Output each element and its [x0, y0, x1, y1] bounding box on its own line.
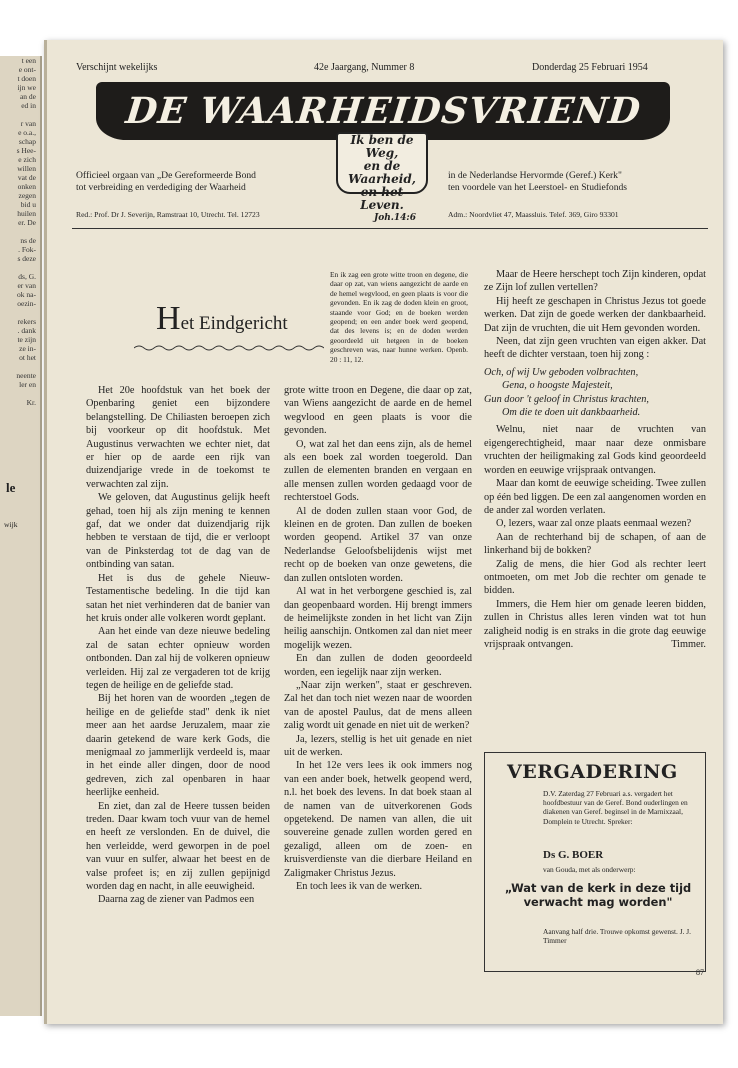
left-page-fragment: ed in [21, 101, 36, 110]
editor-address: Red.: Prof. Dr J. Severijn, Ramstraat 10, Utrecht. Tel. 12723 [76, 210, 260, 219]
left-page-fragment: er van [17, 281, 36, 290]
left-page-fragment: ler en [19, 380, 36, 389]
meeting-notice [484, 752, 706, 972]
col3-para: Neen, dat zijn geen vruchten van eigen akker. Dat heeft de dichter verstaan, toen hij zong : [484, 336, 706, 361]
bible-book-emblem [336, 132, 428, 223]
left-page-fragment: ze in- [19, 344, 36, 353]
left-page-fragment: an de [19, 92, 36, 101]
col2-para: Ja, lezers, stellig is het uit genade en niet uit de werken. [284, 733, 472, 758]
col3-para: O, lezers, waar zal onze plaats eenmaal wezen? [496, 518, 692, 530]
left-page-fragment: s Hee- [16, 146, 36, 155]
col2-para: „Naar zijn werken", staat er geschreven. Zal het dan toch niet wezen naar de woorden van de apostel Paulus, dat de mens alleen zalig wordt uit genade en niet uit de werken? [284, 679, 472, 732]
col2-para: En toch lees ik van de werken. [296, 881, 423, 893]
col2-para: grote witte troon en Degene, die daar op zat, van Wiens aangezicht de aarde en de hemel wegvlood en geen plaats is voor die gevonden. [284, 385, 472, 437]
notice-speaker-sub: van Gouda, met als onderwerp: [543, 865, 636, 874]
organ-left-line1: Officieel orgaan van „De Gereformeerde Bond [76, 170, 256, 181]
left-page-fragment: oezin- [17, 299, 36, 308]
volume-number: 42e Jaargang, Nummer 8 [314, 62, 415, 73]
left-page-fragment: huilen [17, 209, 36, 218]
left-page-fragment: r van [20, 119, 36, 128]
col1-para: Daarna zag de ziener van Padmos een [98, 894, 255, 906]
col3-para: Maar dan komt de eeuwige scheiding. Twee zullen op één bed liggen. De een zal aangenomen worden en de ander zal worden verlaten. [484, 478, 706, 516]
left-page-fragment: neente [16, 371, 36, 380]
notice-heading: VERGADERING [507, 761, 678, 783]
col2-para: Al wat in het verborgene geschied is, zal dan geopenbaard worden. Hij brengt immers de heimelijkste zonden in het licht van Zijn heilig aanschijn. Ontkomen zal dan niet meer mogelijk wezen. [284, 586, 472, 651]
left-page-fragment [0, 227, 38, 236]
header-rule [72, 228, 708, 229]
left-page-fragment: s deze [17, 254, 36, 263]
left-page-fragment: ds, G. [18, 272, 36, 281]
col1-para: Bij het horen van de woorden „tegen de heilige en de geliefde stad" denk ik niet meer aan het aardse Jeruzalem, maar zie daarin getekend de ware kerk Gods, die menigmaal zo jammerlijk verdeeld is, maar in het einde aller dingen, door de nood gedreven, zich zal openbaren in haar heerlijke eenheid. [86, 693, 270, 799]
left-page-strip [0, 56, 42, 1016]
left-page-fragment: bid u [20, 200, 36, 209]
organ-right-line2: ten voordele van het Leerstoel- en Studiefonds [448, 182, 628, 193]
poem [484, 366, 706, 420]
left-page-fragment [0, 308, 38, 317]
left-page-fragment: . Fok- [18, 245, 36, 254]
left-page-fragment: ot het [19, 353, 36, 362]
poem-line: Gena, o hoogste Majesteit, [502, 380, 613, 392]
col1-para: Het is dus de gehele Nieuw-Testamentische bedeling. In die tijd kan satan het niet verhinderen dat de banier van het kruis onder alle volkeren wordt geplant. [86, 572, 270, 624]
col3-para: Immers, die Hem hier om genade leeren bidden, zullen in Christus alles leren vinden wat tot hun zaligheid nodig is en straks in die grote dag eeuwige vrijspraak ontvangen. [484, 598, 706, 650]
left-page-fragment: te zijn [17, 335, 36, 344]
organ-right [448, 170, 708, 194]
col1-para: Het 20e hoofdstuk van het boek der Openbaring geniet een bijzondere belangstelling. De Chiliasten beroepen zich bij voorkeur op dit hoofdstuk. Met Augustinus verwachten we echter niet, dat er hier op de aarde een rijk van duizendjarige vrede in de toekomst te verwachten zal zijn. [86, 385, 270, 490]
col3-para: Aan de rechterhand bij de schapen, of aan de linkerhand bij de bokken? [484, 531, 706, 557]
left-page-fragment: vat de [17, 173, 36, 182]
book-line-1: Ik ben de Weg, [350, 133, 414, 160]
left-page-fragment: ns de [20, 236, 36, 245]
col2-para: In het 12e vers lees ik ook immers nog van een ander boek, hetwelk geopend werd, n.l. het boek des levens. In dat boek staan al de namen van de uitverkorenen Gods opgetekend. De namen van allen, die uit souvereine genade zullen worden gered en gezaligd, alleen om de zoen- en kruisverdienste van die dierbare Heiland en Zaligmaker Christus Jezus. [284, 760, 472, 879]
left-page-fragment: willen [17, 164, 36, 173]
left-page-fragment [0, 362, 38, 371]
column-2 [284, 384, 472, 893]
article-title [156, 300, 288, 338]
col2-para: O, wat zal het dan eens zijn, als de hemel als een boek zal worden toegerold. Dan zullen de elementen branden en vergaan en alle mensen zullen worden gedaagd voor de rechterstoel Gods. [284, 438, 472, 504]
col2-para: En dan zullen de doden geoordeeld worden, een iegelijk naar zijn werken. [284, 653, 472, 678]
book-line-2: en de Waarheid, [348, 159, 416, 186]
signature: Timmer. [671, 639, 706, 651]
col1-para: En ziet, dan zal de Heere tussen beiden treden. Daar kwam toch vuur van de hemel en heeft ze verslonden. En de duivel, die hen verleidde, werd geworpen in de poel van vuur en sulfer, alwaar het beest en de valse profeet is; en zij zullen gepijnigd worden dag en nacht, in alle eeuwigheid. [86, 800, 270, 893]
issue-date: Donderdag 25 Februari 1954 [532, 62, 648, 73]
left-page-fragment [0, 110, 38, 119]
col3-para: Zalig de mens, die hier God als rechter leert ontmoeten, om met Job die rechter om genade te bidden. [484, 558, 706, 597]
left-page-fragment: zegen [18, 191, 36, 200]
left-page-fragment: onken [17, 182, 36, 191]
left-page-fragments [0, 56, 40, 407]
organ-left [76, 170, 336, 194]
left-page-fragment [0, 263, 38, 272]
left-page-fragment: rekers [17, 317, 36, 326]
col3-para: Hij heeft ze geschapen in Christus Jezus tot goede werken. Dat zijn de goede werken der dankbaarheid. Dat zijn de vruchten, die uit Hem gevonden worden. [484, 295, 706, 334]
left-page-fragment: . dank [17, 326, 36, 335]
frequency: Verschijnt wekelijks [76, 62, 158, 73]
title-rest: et Eindgericht [180, 313, 288, 334]
book-line-3: en het Leven. [360, 185, 404, 212]
page-number: 87 [696, 968, 704, 977]
left-page-fragment: t doen [17, 74, 36, 83]
column-1 [86, 384, 270, 907]
left-page-fragment [0, 389, 38, 398]
column-3 [484, 268, 706, 652]
left-page-fragment: Kr. [26, 398, 36, 407]
col3-para: Welnu, niet naar de vruchten van eigengerechtigheid, maar naar deze onmisbare vruchten der heiligmaking zal Gods kind geoordeeld worden en eeuwige vrijspraak ontvangen. [484, 424, 706, 476]
col1-para: Aan het einde van deze nieuwe bedeling zal de satan echter opnieuw worden ontbonden. Dan zal hij de volkeren opnieuw verleiden. Hij zal ze vergaderen tot de krijg tegen de heilige en de geliefde stad. [86, 626, 270, 691]
masthead-title: DE WAARHEIDSVRIEND [123, 90, 643, 132]
left-page-fragment: ijn we [17, 83, 36, 92]
left-page-fragment: schap [18, 137, 36, 146]
title-initial: H [156, 300, 181, 337]
left-page-fragment: t een [21, 56, 36, 65]
col1-para: We geloven, dat Augustinus gelijk heeft gehad, toen hij als zijn mening te kennen gaf, dat we onder dat duizendjarig rijk hebben te verstaan de tijd, die er verloopt van de Pinksterdag tot de dag van de ontbinding van satan. [86, 492, 270, 571]
notice-topic: „Wat van de kerk in deze tijd verwacht mag worden" [504, 881, 692, 909]
notice-speaker: Ds G. BOER [543, 849, 604, 861]
notice-intro: D.V. Zaterdag 27 Februari a.s. vergadert het hoofdbestuur van de Geref. Bond ouderlingen en diakenen van Geref. beginsel in de Marnixzaal, Domplein te Utrecht. Spreker: [543, 789, 688, 826]
poem-line: Om die te doen uit dankbaarheid. [502, 407, 641, 419]
left-page-edge-small: wijk [4, 520, 18, 529]
admin-address: Adm.: Noordvliet 47, Maassluis. Telef. 369, Giro 93301 [448, 210, 619, 219]
organ-left-line2: tot verbreiding en verdediging der Waarheid [76, 182, 246, 193]
book-reference: Joh.14:6 [373, 213, 416, 223]
col3-para: Maar de Heere herschept toch Zijn kinderen, opdat ze Zijn lof zullen vertellen? [484, 269, 706, 294]
left-page-fragment: e zich [18, 155, 36, 164]
epigraph: En ik zag een grote witte troon en degene, die daar op zat, van wiens aangezicht de aarde en de hemel wegvlood, en geen plaats is voor die gevonden. En ik zag de doden klein en groot, staande voor God; en de boeken werden geopend; en een ander boek werd geopend, dat des levens is; en de doden werden geoordeeld uit hetgeen in de boeken geschreven was, naar hunne werken. Openb. 20 : 11, 12. [330, 270, 468, 364]
left-page-fragment: e o.a., [18, 128, 36, 137]
left-page-fragment: ok na- [17, 290, 36, 299]
notice-footer: Aanvang half drie. Trouwe opkomst gewenst. J. J. Timmer [543, 927, 692, 946]
title-wave-ornament [134, 344, 324, 352]
left-page-edge-word: le [6, 480, 16, 495]
col2-para: Al de doden zullen staan voor God, de kleinen en de groten. Dan zullen de boeken worden geopend. Artikel 37 van onze Nederlandse Geloofsbelijdenis wijst met recht op de boeken van onze gewetens, die dan zullen ontsloten worden. [284, 505, 472, 584]
poem-line: Gun door 't geloof in Christus krachten, [484, 393, 649, 405]
poem-line: Och, of wij Uw geboden volbrachten, [484, 366, 639, 378]
left-page-fragment: e ont- [18, 65, 36, 74]
left-page-fragment: er. De [18, 218, 36, 227]
organ-right-line1: in de Nederlandse Hervormde (Geref.) Kerk" [448, 170, 622, 181]
